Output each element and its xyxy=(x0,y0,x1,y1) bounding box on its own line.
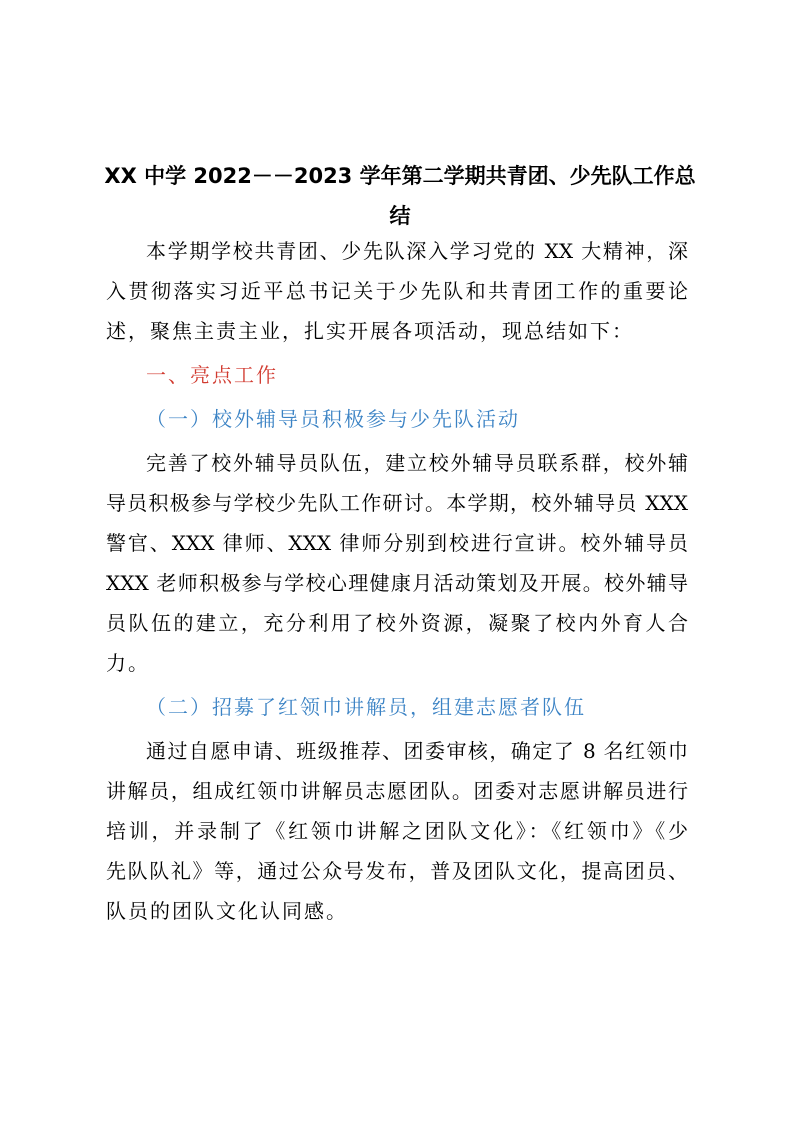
sub2-line-3: 培训，并录制了《红领巾讲解之团队文化》：《红领巾》《少 xyxy=(106,819,688,843)
section-heading-highlights: 一、亮点工作 xyxy=(146,363,278,387)
sub1-line-6: 力。 xyxy=(106,651,150,675)
sub2-line-2: 讲解员，组成红领巾讲解员志愿团队。团委对志愿讲解员进行 xyxy=(106,779,688,803)
sub2-line-4: 先队队礼》等，通过公众号发布，普及团队文化，提高团员、 xyxy=(106,859,688,883)
sub1-line-2: 导员积极参与学校少先队工作研讨。本学期，校外辅导员 XXX xyxy=(106,491,688,515)
intro-line-3: 述，聚焦主责主业，扎实开展各项活动，现总结如下： xyxy=(106,319,634,343)
subsection-heading-1: （一）校外辅导员积极参与少先队活动 xyxy=(146,407,520,431)
subsection-heading-2: （二）招募了红领巾讲解员，组建志愿者队伍 xyxy=(146,695,586,719)
sub2-line-5: 队员的团队文化认同感。 xyxy=(106,899,348,923)
sub1-line-4: XXX 老师积极参与学校心理健康月活动策划及开展。校外辅导 xyxy=(106,571,688,595)
sub1-line-5: 员队伍的建立，充分利用了校外资源，凝聚了校内外育人合 xyxy=(106,611,688,635)
sub1-line-3: 警官、XXX 律师、XXX 律师分别到校进行宣讲。校外辅导员 xyxy=(106,531,688,555)
document-title-line-2: 结 xyxy=(389,204,411,228)
intro-line-2: 入贯彻落实习近平总书记关于少先队和共青团工作的重要论 xyxy=(106,279,688,303)
intro-line-1: 本学期学校共青团、少先队深入学习党的 XX 大精神，深 xyxy=(146,239,688,263)
document-title-line-1: XX 中学 2022－－2023 学年第二学期共青团、少先队工作总 xyxy=(104,164,696,188)
sub1-line-1: 完善了校外辅导员队伍，建立校外辅导员联系群，校外辅 xyxy=(146,451,688,475)
sub2-line-1: 通过自愿申请、班级推荐、团委审核，确定了 8 名红领巾 xyxy=(146,739,688,763)
